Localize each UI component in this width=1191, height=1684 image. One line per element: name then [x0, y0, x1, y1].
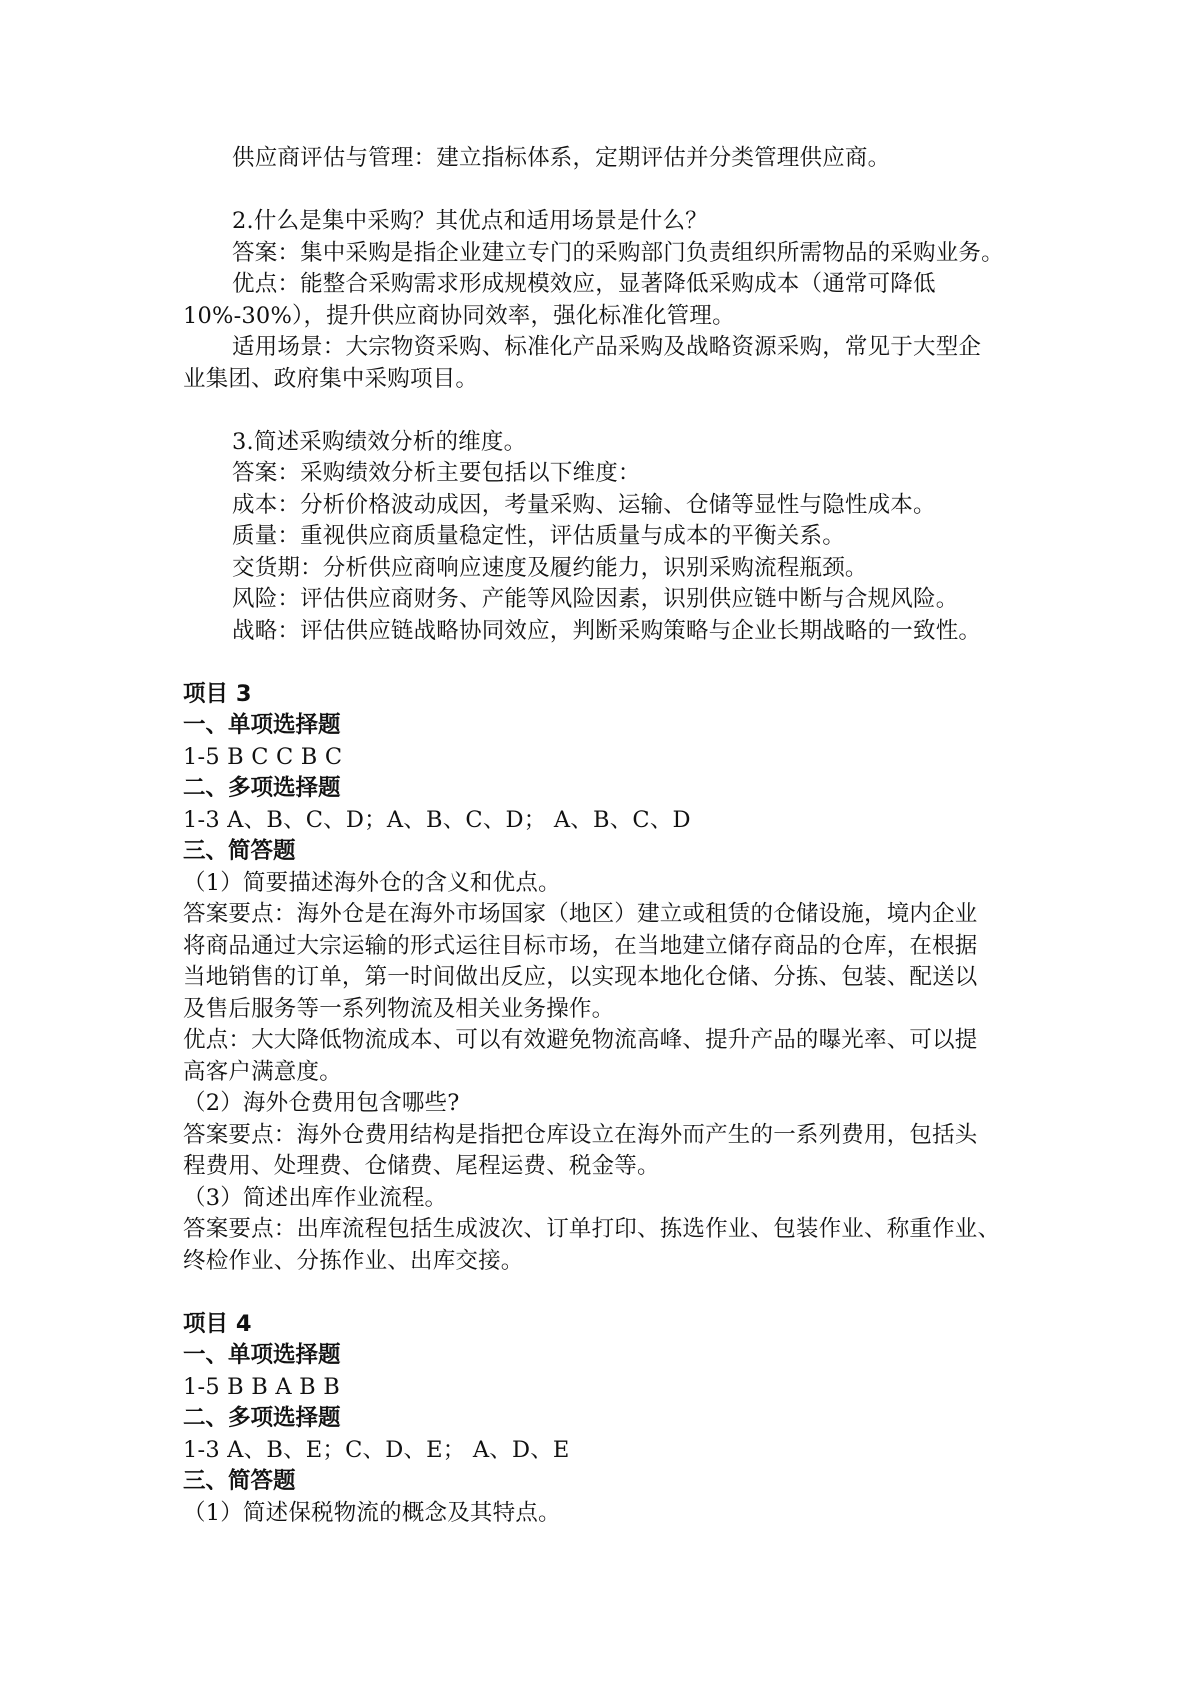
project-3-answer-1-line-3: 当地销售的订单，第一时间做出反应，以实现本地化仓储、分拣、包装、配送以	[183, 964, 978, 990]
project-3-answer-3-line-1: 答案要点：出库流程包括生成波次、订单打印、拣选作业、包装作业、称重作业、	[183, 1216, 1001, 1242]
advantages-line-1: 优点：能整合采购需求形成规模效应，显著降低采购成本（通常可降低	[232, 271, 936, 297]
project-4-title: 项目 4	[183, 1310, 252, 1337]
document-body	[183, 143, 1025, 1529]
project-4-multi-choice-heading: 二、多项选择题	[183, 1405, 341, 1431]
spacer	[183, 395, 1025, 427]
advantages-line-2: 10%-30%），提升供应商协同效率，强化标准化管理。	[183, 302, 735, 329]
project-3-answer-1-line-2: 将商品通过大宗运输的形式运往目标市场，在当地建立储存商品的仓库，在根据	[183, 932, 978, 959]
spacer	[183, 1277, 1025, 1309]
dimension-risk: 风险：评估供应商财务、产能等风险因素，识别供应链中断与合规风险。	[232, 586, 959, 612]
project-4-short-answer-heading: 三、简答题	[183, 1468, 296, 1494]
scenarios-line-1: 适用场景：大宗物资采购、标准化产品采购及战略资源采购，常见于大型企	[232, 334, 982, 360]
project-3-multi-choice-answers: 1-3 A、B、C、D；A、B、C、D； A、B、C、D	[183, 806, 691, 833]
project-3-short-answer-heading: 三、简答题	[183, 838, 296, 864]
project-3-single-choice-answers: 1-5 B C C B C	[183, 743, 343, 770]
dimension-delivery: 交货期：分析供应商响应速度及履约能力，识别采购流程瓶颈。	[232, 554, 868, 581]
answer-3: 答案：采购绩效分析主要包括以下维度：	[232, 460, 641, 486]
project-3-answer-1-line-5: 优点：大大降低物流成本、可以有效避免物流高峰、提升产品的曝光率、可以提	[183, 1027, 978, 1053]
project-4-single-choice-answers: 1-5 B B A B B	[183, 1373, 340, 1400]
project-4-multi-choice-answers: 1-3 A、B、E；C、D、E； A、D、E	[183, 1436, 570, 1463]
project-3-answer-3-line-2: 终检作业、分拣作业、出库交接。	[183, 1247, 524, 1274]
question-3: 3.简述采购绩效分析的维度。	[232, 428, 527, 455]
project-3-answer-1-line-1: 答案要点：海外仓是在海外市场国家（地区）建立或租赁的仓储设施，境内企业	[183, 901, 978, 927]
dimension-strategy: 战略：评估供应链战略协同效应，判断采购策略与企业长期战略的一致性。	[232, 617, 982, 644]
spacer	[183, 175, 1025, 207]
project-3-title: 项目 3	[183, 680, 252, 707]
project-4-question-1: （1）简述保税物流的概念及其特点。	[183, 1499, 561, 1526]
project-3-multi-choice-heading: 二、多项选择题	[183, 775, 341, 801]
scenarios-line-2: 业集团、政府集中采购项目。	[183, 365, 479, 392]
project-4-single-choice-heading: 一、单项选择题	[183, 1342, 341, 1368]
dimension-cost: 成本：分析价格波动成因，考量采购、运输、仓储等显性与隐性成本。	[232, 491, 936, 518]
project-3-answer-2-line-1: 答案要点：海外仓费用结构是指把仓库设立在海外而产生的一系列费用，包括头	[183, 1121, 978, 1148]
project-3-question-2: （2）海外仓费用包含哪些?	[183, 1090, 460, 1116]
project-3-question-3: （3）简述出库作业流程。	[183, 1184, 448, 1211]
project-3-answer-1-line-6: 高客户满意度。	[183, 1058, 342, 1085]
answer-2: 答案：集中采购是指企业建立专门的采购部门负责组织所需物品的采购业务。	[232, 239, 1004, 266]
project-3-question-1: （1）简要描述海外仓的含义和优点。	[183, 869, 561, 896]
project-3-single-choice-heading: 一、单项选择题	[183, 712, 341, 738]
project-3-answer-1-line-4: 及售后服务等一系列物流及相关业务操作。	[183, 995, 615, 1022]
dimension-quality: 质量：重视供应商质量稳定性，评估质量与成本的平衡关系。	[232, 523, 845, 549]
spacer	[183, 647, 1025, 679]
supplier-evaluation-line: 供应商评估与管理：建立指标体系，定期评估并分类管理供应商。	[232, 145, 891, 171]
project-3-answer-2-line-2: 程费用、处理费、仓储费、尾程运费、税金等。	[183, 1153, 660, 1179]
question-2: 2.什么是集中采购？其优点和适用场景是什么？	[232, 208, 708, 234]
